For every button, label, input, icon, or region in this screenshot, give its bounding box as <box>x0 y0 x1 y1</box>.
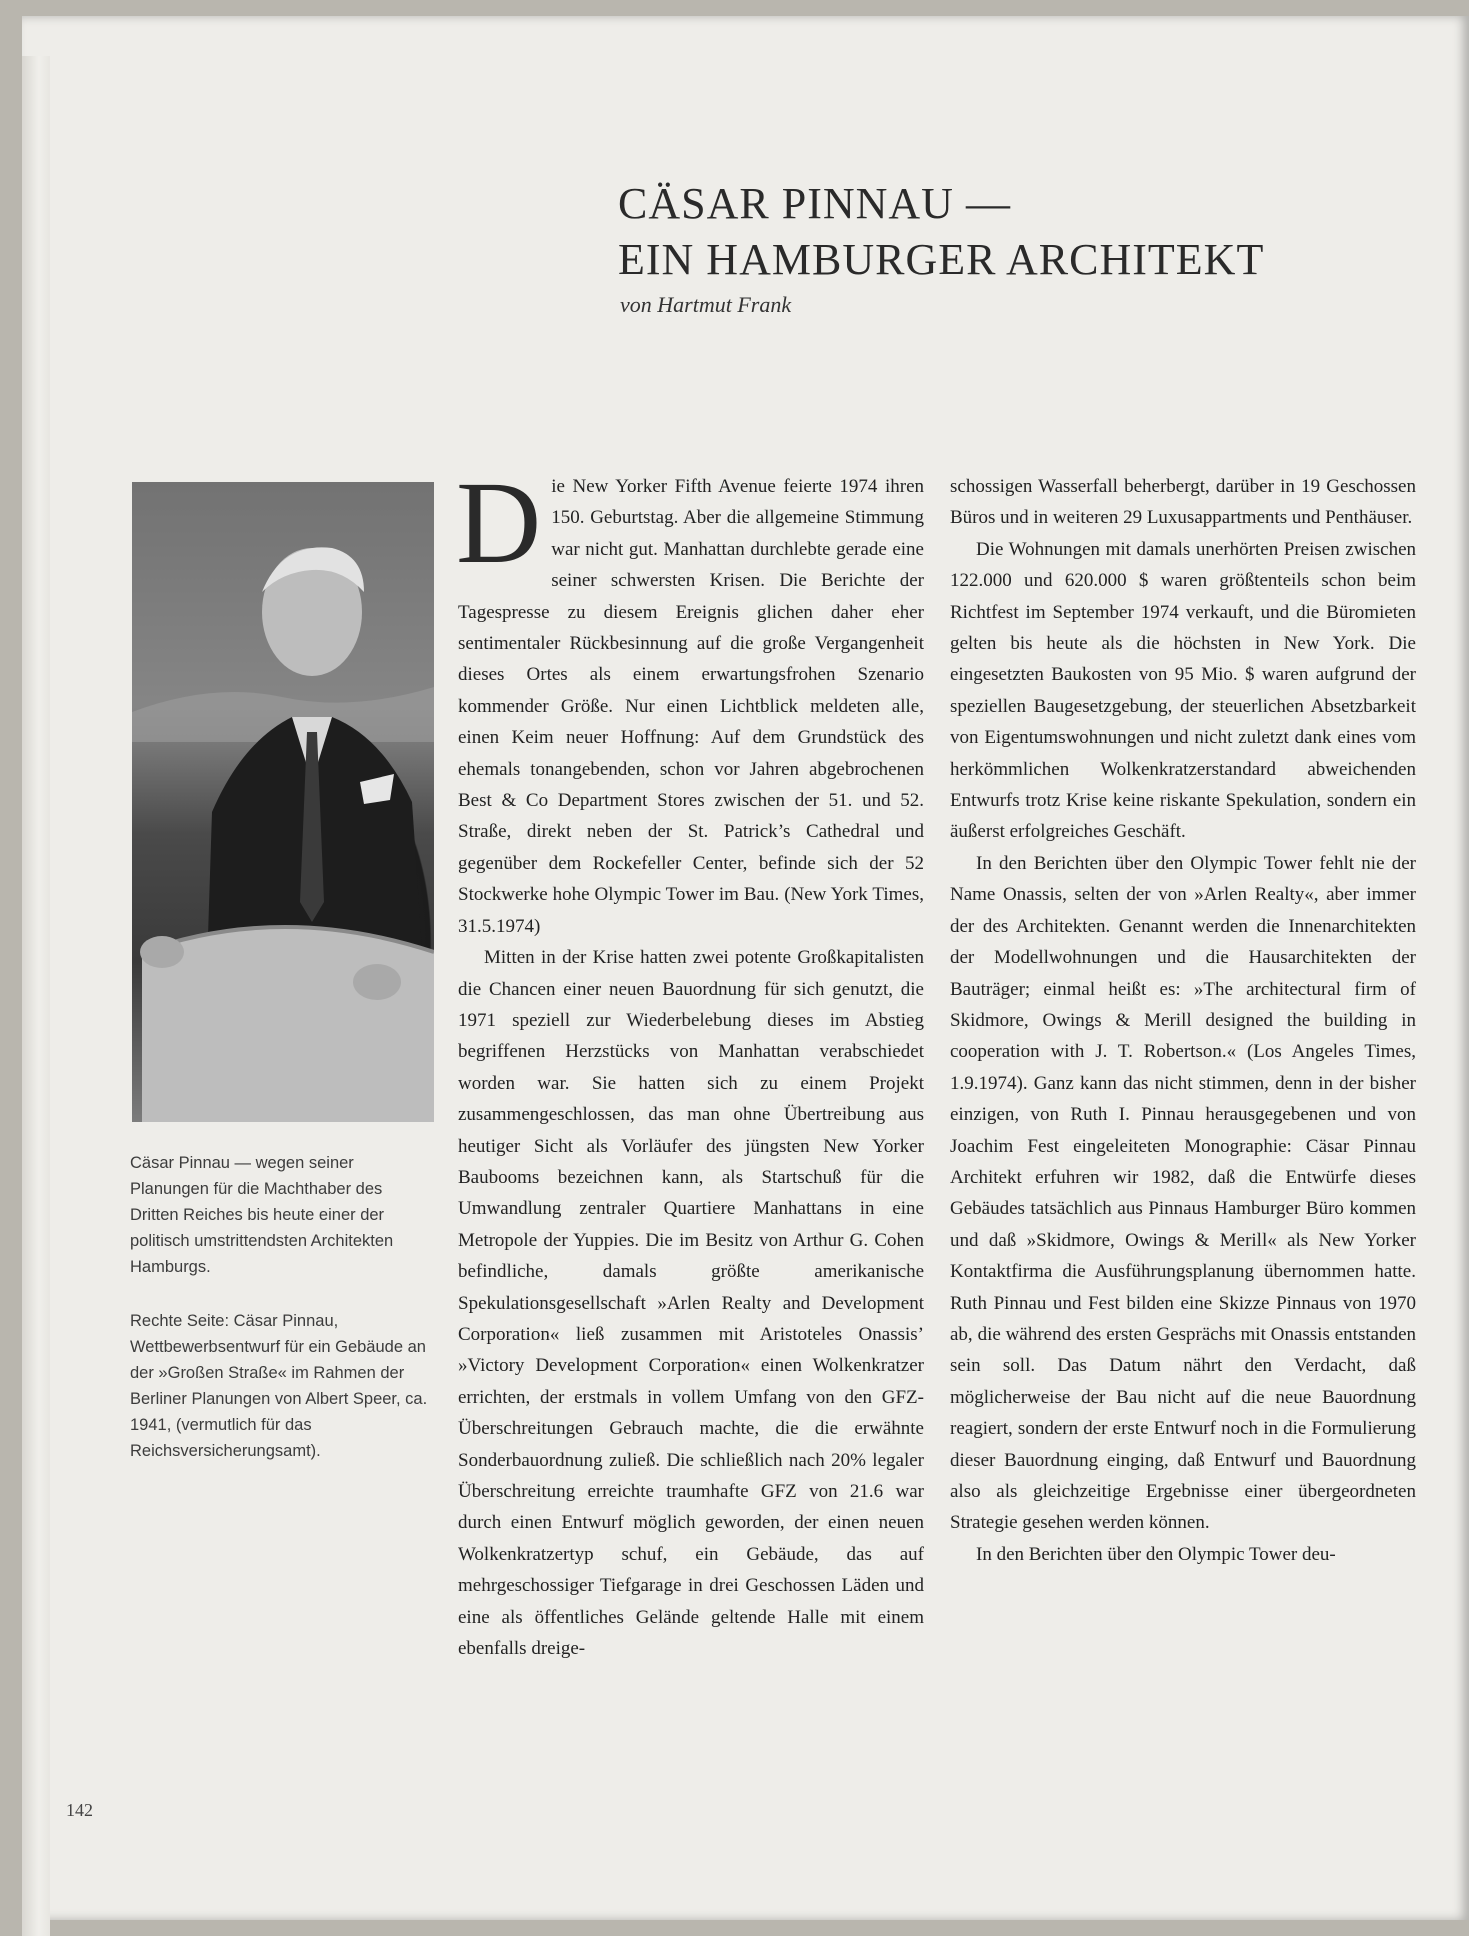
drop-cap: D <box>456 457 542 588</box>
paragraph: In den Berichten über den Olympic Tower fehlt nie der Name Onassis, selten der von »Arlen Realty«, aber immer der des Architekten. Genannt werden die Innenarchitekten der Modellwohnungen und die Hausarchitekten der Bauträger; einmal heißt es: »The architectural firm of Skidmore, Owings & Merill designed the building in cooperation with J. T. Robertson.« (Los Angeles Times, 1.9.1974). Ganz kann das nicht stimmen, denn in der bisher einzigen, von Ruth I. Pinnau herausgegebenen und von Joachim Fest eingeleiteten Monographie: Cäsar Pinnau Architekt erfuhren wir 1982, daß die Entwürfe dieses Gebäudes tatsächlich aus Pinnaus Hamburger Büro kommen und daß »Skidmore, Owings & Merill« als New Yorker Kontaktfirma die Ausführungsplanung übernommen hatte. Ruth Pinnau und Fest bilden eine Skizze Pinnaus von 1970 ab, die während des ersten Gesprächs mit Onassis entstanden sein soll. Das Datum nährt den Verdacht, daß möglicherweise der Bau nicht auf die neue Bauordnung reagiert, sondern der erste Entwurf noch in die Formulierung dieser Bauordnung einging, daß Entwurf und Bauordnung also als gleichzeitige Ergebnisse einer übergeordneten Strategie gesehen werden können. <box>950 852 1416 1534</box>
text-column-1 <box>456 457 924 1664</box>
page-edge <box>22 56 50 1936</box>
paragraph <box>456 457 924 942</box>
caption-text: Rechte Seite: Cäsar Pinnau, Wettbewerbsentwurf für ein Gebäude an der »Großen Straße« im Rahmen der Berliner Planungen von Albert Speer, ca. 1941, (vermutlich für das Reichsversicherungsamt). <box>130 1312 428 1460</box>
page-number: 142 <box>66 1800 93 1820</box>
caption-text: Cäsar Pinnau — wegen seiner Planungen für die Machthaber des Dritten Reiches bis heute einer der politisch umstrittendsten Architekten Hamburgs. <box>130 1154 394 1276</box>
book-page <box>22 16 1469 1920</box>
title-line-1: CÄSAR PINNAU — <box>618 179 1011 228</box>
portrait-photo <box>132 482 434 1122</box>
paragraph: In den Berichten über den Olympic Tower deu- <box>976 1543 1336 1565</box>
portrait-illustration <box>132 482 434 1122</box>
article-author: von Hartmut Frank <box>620 292 792 317</box>
title-line-2: EIN HAMBURGER ARCHITEKT <box>618 235 1265 284</box>
paragraph: schossigen Wasserfall beherbergt, darüber in 19 Geschossen Büros und in weiteren 29 Luxusappartments und Penthäuser. <box>950 476 1416 529</box>
article-title <box>618 176 1418 288</box>
photo-caption <box>130 1150 430 1280</box>
paragraph: Mitten in der Krise hatten zwei potente Großkapitalisten die Chancen einer neuen Bauordnung für sich genutzt, die 1971 speziell zur Wiederbelebung dieses im Abstieg begriffenen Herzstücks von Manhattan verabschiedet worden war. Sie hatten sich zu einem Projekt zusammengeschlossen, das man ohne Übertreibung aus heutiger Sicht als Vorläufer des jüngsten New Yorker Baubooms bezeichnen kann, als Startschuß für die Umwandlung zentraler Quartiere Manhattans in eine Metropole der Yuppies. Die im Besitz von Arthur G. Cohen befindliche, damals größte amerikanische Spekulationsgesellschaft »Arlen Realty and Development Corporation« ließ zusammen mit Aristoteles Onassis’ »Victory Development Corporation« einen Wolkenkratzer errichten, der erstmals in vollem Umfang von den GFZ-Überschreitungen Gebrauch machte, die die erwähnte Sonderbauordnung zuließ. Die schließlich nach 20% legaler Überschreitung erreichte traumhafte GFZ von 21.6 war durch einen Entwurf möglich geworden, der einen neuen Wolkenkratzertyp schuf, ein Gebäude, das auf mehrgeschossiger Tiefgarage in drei Geschossen Läden und eine als öffentliches Gelände geltende Halle mit einem ebenfalls dreige- <box>458 947 924 1660</box>
paragraph-text: ie New Yorker Fifth Avenue feierte 1974 ihren 150. Geburtstag. Aber die allgemeine Stimmung war nicht gut. Manhattan durchlebte gerade eine seiner schwersten Krisen. Die Berichte der Tagespresse zu diesem Ereignis glichen daher eher sentimentaler Rückbesinnung auf die große Vergangenheit dieses Ortes als einem erwartungsfrohen Szenario kommender Größe. Nur einen Lichtblick meldeten alle, einen Keim neuer Hoffnung: Auf dem Grundstück des ehemals tonangebenden, schon vor Jahren abgebrochenen Best & Co Department Stores zwischen der 51. und 52. Straße, direkt neben der St. Patrick’s Cathedral und gegenüber dem Rockefeller Center, befinde sich der 52 Stockwerke hohe Olympic Tower im Bau. (New York Times, 31.5.1974) <box>458 476 924 937</box>
paragraph: Die Wohnungen mit damals unerhörten Preisen zwischen 122.000 und 620.000 $ waren größtenteils schon beim Richtfest im September 1974 verkauft, und die Büromieten gelten bis heute als die höchsten in New York. Die eingesetzten Baukosten von 95 Mio. $ waren aufgrund der speziellen Baugesetzgebung, der steuerlichen Absetzbarkeit von Eigentumswohnungen und nicht zuletzt dank eines vom herkömmlichen Wolkenkratzerstandard abweichenden Entwurfs trotz Krise keine riskante Spekulation, sondern ein äußerst erfolgreiches Geschäft. <box>950 538 1416 843</box>
text-column-2 <box>950 471 1416 1570</box>
facing-page-caption <box>130 1308 430 1464</box>
